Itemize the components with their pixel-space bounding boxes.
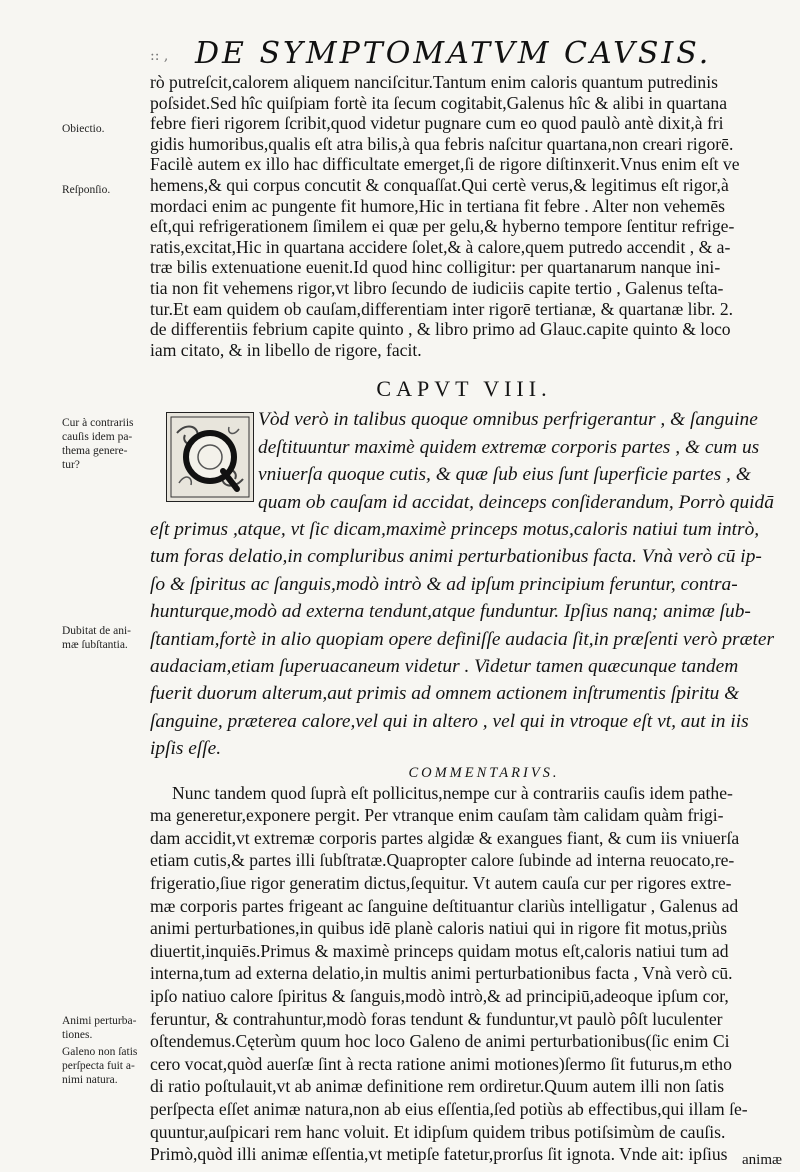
text-line: di ratio poſtulauit,vt ab animæ definitione rem ordiretur.Quum autem illi non ſatis xyxy=(150,1076,725,1097)
text-line: Facilè autem ex illo hac difficultate emerget,ſi de rigore diſtinxerit.Vnus enim eſt ve xyxy=(150,154,740,175)
margin-note-line: Dubitat de ani- xyxy=(62,625,131,637)
text-line: gidis humoribus,qualis eſt atra bilis,à qua febris naſcitur quartana,non creari rigorē. xyxy=(150,133,734,154)
quote-line: deſtituuntur maximè quidem extremæ corporis partes , & cum us xyxy=(258,436,760,458)
text-line: hemens,& qui corpus concutit & conquaſſat.Qui certè verus,& legitimus eſt rigor,à xyxy=(150,174,729,195)
margin-mark: :: , xyxy=(150,48,169,64)
text-line: de differentiis febrium capite quinto , & libro primo ad Glauc.capite quinto & loco xyxy=(150,319,731,340)
opening-paragraph xyxy=(150,72,778,360)
text-line: træ bilis extenuatione euenit.Id quod hinc colligitur: per quartanarum nanque ini- xyxy=(150,257,721,278)
chapter-heading: CAPVT VIII. xyxy=(376,376,552,402)
text-line: Nunc tandem quod ſuprà eſt pollicitus,nempe cur à contrariis cauſis idem pathe- xyxy=(172,782,733,803)
margin-note-responsio: Reſponſio. xyxy=(62,184,111,196)
text-line: perſpecta eſſet animæ natura,non ab eius eſſentia,ſed potiùs ab effectibus,qui illam ſe- xyxy=(150,1098,748,1119)
text-line: ma generetur,exponere pergit. Per vtranque enim cauſam tàm calidam quàm frigi- xyxy=(150,805,724,826)
text-line: cero vocat,quòd auerſæ ſint à recta ratione animi motiones)ſermo ſit futurus,m etho xyxy=(150,1053,732,1074)
main-text-column xyxy=(150,72,778,1166)
text-line: mæ corporis partes frigeant ac ſanguine deſtituantur clariùs intelligatur , Galenus ad xyxy=(150,895,739,916)
quote-line: ſanguine, præterea calore,vel qui in altero , vel qui in vtroque eſt vt, aut in iis xyxy=(150,710,749,732)
margin-note-line: Animi perturba- xyxy=(62,1015,137,1027)
text-line: iam citato, & in libello de rigore, facit. xyxy=(150,339,422,360)
margin-note-line: mæ ſubſtantia. xyxy=(62,639,128,651)
margin-note-line: perſpecta fuit a- xyxy=(62,1060,135,1072)
margin-note-line: cauſis idem pa- xyxy=(62,431,133,443)
text-line: frigeratio,ſiue rigor generatim dictus,ſequitur. Vt autem cauſa cur per rigores extre- xyxy=(150,872,732,893)
quote-line: ſtantiam,fortè in alio quopiam opere definiſſe audacia ſit,in præſenti verò præter xyxy=(150,628,775,650)
text-line: poſsidet.Sed hîc quiſpiam fortè ita ſecum cogitabit,Galenus hîc & alibi in quartana xyxy=(150,92,728,113)
text-line: tia non fit vehemens rigor,vt libro ſecundo de iudiciis capite tertio , Galenus teſta- xyxy=(150,277,724,298)
text-line: dam accidit,vt extremæ corporis partes algidæ & exangues fiant, & cum iis vniuerſa xyxy=(150,827,740,848)
margin-note-line: thema genere- xyxy=(62,445,128,457)
margin-note-obiectio: Obiectio. xyxy=(62,123,105,135)
quote-line: hunturque,modò ad externa tendunt,atque funduntur. Ipſius nanq; animæ ſub- xyxy=(150,601,751,623)
text-line: feruntur, & contrahuntur,modò foras tendunt & funduntur,vt paulò pôſt luculenter xyxy=(150,1008,723,1029)
quote-line: audaciam,etiam ſuperuacaneum videtur . Videtur tamen quæcunque tandem xyxy=(150,655,739,677)
quote-line: quam ob cauſam id accidat, deinceps conſiderandum, Porrò quidā xyxy=(258,491,774,513)
text-line: interna,tum ad externa delatio,in multis animi perturbationibus facta , Vnà verò cū. xyxy=(150,963,733,984)
margin-note-line: nimi natura. xyxy=(62,1074,118,1086)
text-line: ipſo natiuo calore ſpiritus & ſanguis,modò intrò,& ad principiū,adeoque ipſum cor, xyxy=(150,985,729,1006)
commentary-paragraph xyxy=(150,782,778,1166)
margin-note-line: tur? xyxy=(62,459,80,471)
running-head: DE SYMPTOMATVM CAVSIS. xyxy=(195,36,712,71)
quote-line: tum foras delatio,in compluribus animi perturbationibus facta. Vnà verò cū ip- xyxy=(150,546,762,568)
text-line: febre fieri rigorem ſcribit,quod videtur pugnare cum eo quod paulò antè dixit,à fri xyxy=(150,113,724,134)
margin-note-line: tiones. xyxy=(62,1029,93,1041)
text-line: quuntur,auſpicari rem hanc voluit. Et idipſum quidem tribus potiſsimùm de cauſis. xyxy=(150,1121,726,1142)
text-line: rò putreſcit,calorem aliquem nanciſcitur.Tantum enim caloris quantum putredinis xyxy=(150,72,718,92)
text-line: Primò,quòd illi animæ eſſentia,vt metipſe fatetur,prorſus ſit ignota. Vnde ait: ipſius xyxy=(150,1144,728,1165)
text-line: diuertit,inquiēs.Primus & maximè princeps quidam motus eſt,caloris natiui tum ad xyxy=(150,940,729,961)
catchword: animæ xyxy=(742,1152,782,1168)
text-line: animi perturbationes,in quibus idē planè caloris natiui qui in rigore fit motus,priùs xyxy=(150,918,728,939)
quote-line: vniuerſa quoque cutis, & quæ ſub eius ſunt ſuperficie partes , & xyxy=(258,464,751,486)
quote-line: ſo & ſpiritus ac ſanguis,modò intrò & ad ipſum principium feruntur, contra- xyxy=(150,573,738,595)
text-line: etiam cutis,& partes illi ſubſtratæ.Quapropter calore ſubinde ad interna reuocato,re- xyxy=(150,850,735,871)
quote-line: Vòd verò in talibus quoque omnibus perfrigerantur , & ſanguine xyxy=(258,409,758,431)
galen-quote xyxy=(150,406,778,762)
text-line: eſt,qui refrigerationem ſimilem ei quæ per gelu,& hyberno tempore ſentitur refrige- xyxy=(150,216,735,237)
decorated-initial-q-icon xyxy=(166,412,254,502)
text-line: oſtendemus.Cęterùm quum hoc loco Galeno de animi perturbationibus(ſic enim Ci xyxy=(150,1031,730,1052)
text-line: tur.Et eam quidem ob cauſam,differentiam inter rigorē tertianæ, & quartanæ libr. 2. xyxy=(150,298,734,319)
quote-line: ipſis eſſe. xyxy=(150,738,222,760)
commentary-heading: COMMENTARIVS. xyxy=(408,764,560,781)
quote-line: fuerit duorum alterum,aut primis ad omnem actionem inſtrumentis ſpiritu & xyxy=(150,683,740,705)
text-line: mordaci enim ac pungente fit humore,Hic in tertiana fit febre . Alter non vehemēs xyxy=(150,195,726,216)
text-line: ratis,excitat,Hic in quartana accidere ſolet,& à calore,quem putredo accendit , & a- xyxy=(150,236,731,257)
quote-line: eſt primus ,atque, vt ſic dicam,maximè princeps motus,caloris natiui tum intrò, xyxy=(150,518,760,540)
margin-note-line: Galeno non ſatis xyxy=(62,1046,138,1058)
margin-note-line: Cur à contrariis xyxy=(62,417,134,429)
